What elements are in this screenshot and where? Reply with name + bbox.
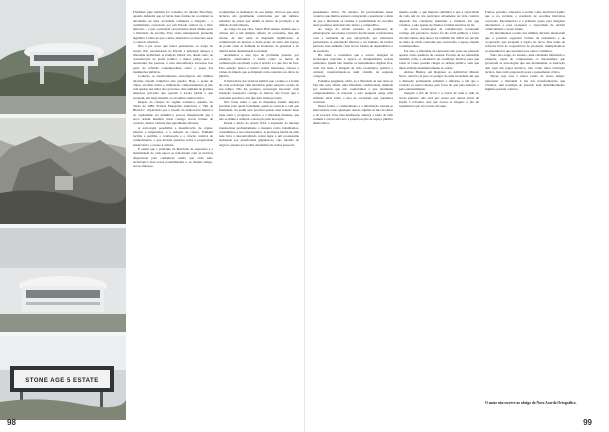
paragraph: Podemos perguntar, então, se a liberdade de que tanto se fala não será, afinal, uma liberdade condicionada, limitada por estruturas que não controlamos e que raramente compreendemos. A resposta a esta pergunta exige uma reflexão séria sobre o tipo de sociedade que queremos construir. [313,78,393,104]
paragraph: mesmo assim, o que importa sublinhar é que a capacidade de cada um de nós participar ativamente na vida coletiva depende das condições materiais e culturais em que vivemos, e não apenas de direitos formais inscritos na lei. [399,10,479,27]
right-column-3 [485,10,565,408]
page-number-right: 99 [583,418,592,427]
paragraph: Aldous Huxley, em Regresso ao Admirável Mundo Novo, alertava já para os perigos de uma sociedade em que a distração permanente substitui a reflexão, e em que o controlo se exerce menos pela força do que pela sedução e pelo entretenimento. [399,69,479,92]
right-column-2 [399,10,479,408]
paragraph: acompanhar as mudanças do seu tempo. Nota-se que estas técnicas são geralmente controladas por um número reduzido de atores que detêm os meios de produção e de difusão da informação. [219,10,299,27]
quote-block: Imagine o fim da Terra e a morte de toda a vida no nosso planeta; não será por acaso que tantas obras de ficção o retratam, sem que nunca se imagine o fim do capitalismo que nos trouxe até aqui. [399,91,479,109]
photo-strip [0,0,126,420]
paragraph: Não é por acaso que tantos pensadores, ao longo do século XX, encontraram no Estado a principal ameaça à liberdade individual. A tradição liberal viu, desde cedo, na concentração de poder político o maior perigo para a autonomia das pessoas, e essa desconfiança atravessa boa parte da reflexão contemporânea sobre o papel das instituições públicas. [133,44,213,74]
paragraph: Atendemos a este tipo de problema quando, por exemplo, observamos a forma como os meios de comunicação escolhem o que é notícia e o que fica de fora. Esta seleção nunca é neutra: traduz interesses, valores e visões do mundo que se impõem como naturais aos olhos do público. [219,52,299,79]
paragraph: Talvez seja essa a maior tarefa do nosso tempo: reinventar a liberdade à luz das transformações que vivemos, sem nostalgia do passado nem deslumbramento ingénuo perante o futuro. [485,74,565,92]
paragraph: Fomos, portanto, educados a aceitar como inevitável aquilo que é, na verdade, o resultado de escolhas históricas concretas. Reconhecê-lo é o primeiro passo para imaginar alternativas e para recuperar a capacidade de decidir coletivamente o nosso futuro. [485,10,565,32]
stone-age-sign-text: STONE AGE 5 ESTATE [25,378,99,384]
paragraph: Tudo isto exige, no entanto, uma cidadania informada e exigente, capaz de compreender os mecanismos que governam as tecnologias que usa diariamente. A educação tem aqui um papel decisivo, não como mera formação técnica, mas como preparação para o pensamento crítico. [485,52,565,74]
photo-rock-cliff [0,118,126,224]
author-footnote: O autor não escreve ao abrigo do Novo Acordo Ortográfico. [485,401,577,405]
photo-modernist-building [0,0,126,114]
left-page [0,0,304,432]
rock-cliff-image [0,118,126,224]
paragraph: Dessa forma, o conhecimento e a informação tornam-se mercadorias como quaisquer outras, sujeitas às leis da oferta e da procura. Esta mercantilização ameaça a ideia de bem comum e coloca em risco a própria noção de espaço público democrático. [313,104,393,126]
paragraph: pensamento crítico. No entanto, foi precisamente nesse contexto que muitos autores começaram a questionar a ideia de que a liberdade se resume à possibilidade de escolher entre produtos num mercado aberto e competitivo. [313,10,393,27]
paragraph: Contudo, as transformações tecnológicas das últimas décadas vieram complicar este quadro. Hoje, o poder de vigiar, recolher dados e influenciar comportamentos já não está apenas nas mãos dos governos, mas também de grandes empresas privadas que operam à escala global e que escapam, em larga medida, ao escrutínio democrático. [133,74,213,100]
left-column-1 [133,10,213,408]
paragraph: A tecnologia possibilita a massificação de cópias, edições e impressões, e a redução de custos. Também facilita a partilha, a colaboração e a criação coletiva de conhecimento, o que levanta questões sobre a propriedade intelectual e o acesso à cultura. [133,125,213,147]
paragraph: Depois do colapso do regime soviético, quando, no Verão de 1989, Francis Fukuyama anunciava o "fim da História", explicando que o triunfo da democracia liberal e do capitalismo era definitivo, poucos imaginavam que a nova ordem mundial traria consigo novas formas de controlo, menos visíveis mas igualmente eficazes. [133,99,213,126]
photo-stone-age-sign [0,336,126,420]
page-number-left: 98 [7,418,16,427]
paragraph: Ao longo da sua obra, Stuart Hall sempre insistiu que a cultura não é um simples reflexo da economia, mas um terreno de luta onde se disputam significados. A comunicação de massas é, deste ponto de vista, um espaço de poder onde se definem as fronteiras do pensável e do dizível numa determinada sociedade. [219,27,299,53]
paragraph: Por isso, a liberdade de expressão não pode ser pensada apenas como ausência de censura. Precisa de ser entendida também como a existência de condições efetivas para que todas as vozes possam chegar ao debate público, sem que umas abafem sistematicamente as outras. [399,48,479,70]
paragraph: Desde o início do século XXI, a expansão da internet transformou profundamente a maneira como trabalhamos, consumimos e nos relacionamos. A promessa inicial de uma rede livre e descentralizada cedeu lugar a um ecossistema dominado por plataformas gigantescas, cujo modelo de negócio assenta na recolha sistemática de dados pessoais. [219,121,299,147]
paragraph: Não basta saber o que as máquinas fazem; importa perceber para quem trabalham, quem as controla e com que finalidade. Só assim será possível pensar uma relação mais justa entre o progresso técnico e a liberdade humana, que não se limite a celebrar a inovação pela inovação. [219,99,299,122]
photo-round-building [0,228,126,332]
left-column-2 [219,10,299,408]
paragraph: É assim que o princípio da liberdade de expressão e a mentalidade de cada época se relacionam com as técnicas disponíveis para comunicar, sendo que cada salto tecnológico abre novas possibilidades e, ao mesmo tempo, novas ameaças. [133,147,213,169]
paragraph: Os movimentos sociais das últimas décadas mostraram que é possível organizar formas de resistência e de cooperação que escapam à lógica do lucro. Das redes de software livre às cooperativas de produção, multiplicam-se as experiências que apontam para outros caminhos. [485,31,565,53]
paragraph: Friedman (que também foi consultor do ditador Pinochet), quando defendia que só havia duas formas de coordenar as atividades de uma sociedade complexa e alargada – o totalitarismo controlado por um Estado central ou o livre mercado – e que a principal característica desta última seria a liberdade de escolha. Esta visão maniqueísta pretendia legitimar a ideia de que a única alternativa ao mercado seria o controlo absoluto. [133,10,213,44]
paragraph: O historiador das técnicas lembra que o tempo e a forma de cada tecnologia vêm moldados pelas relações sociais do seu tempo. Não há, portanto, tecnologia inocente: cada invenção transporta consigo as marcas das forças que a tornaram possível e das que dela tiram proveito. [219,78,299,100]
stone-age-sign-image [0,336,126,420]
modernist-building-image [0,0,126,114]
paragraph: Há ainda a considerar que o acesso desigual às tecnologias reproduz e agrava as desigualdades sociais existentes. Quem não domina os instrumentos digitais fica, cada vez mais, à margem da vida económica, política e cultural, transformando-se num cidadão de segunda categoria. [313,52,393,79]
paragraph: Ao longo do século passado, as promessas de emancipação associadas à técnica foram sendo confrontadas com a realidade da sua apropriação por interesses particulares. A automação libertou o ser humano de tarefas penosas, mas também criou novas formas de dependência e de exclusão. [313,27,393,53]
paragraph: As novas tecnologias de comunicação trouxeram consigo um paradoxo: nunca foi tão fácil publicar e fazer circular ideias, mas nunca foi também tão difícil ser ouvido no meio do ruído constante que caracteriza o espaço digital contemporâneo. [399,27,479,49]
round-building-image [0,228,126,332]
right-column-1 [313,10,393,408]
